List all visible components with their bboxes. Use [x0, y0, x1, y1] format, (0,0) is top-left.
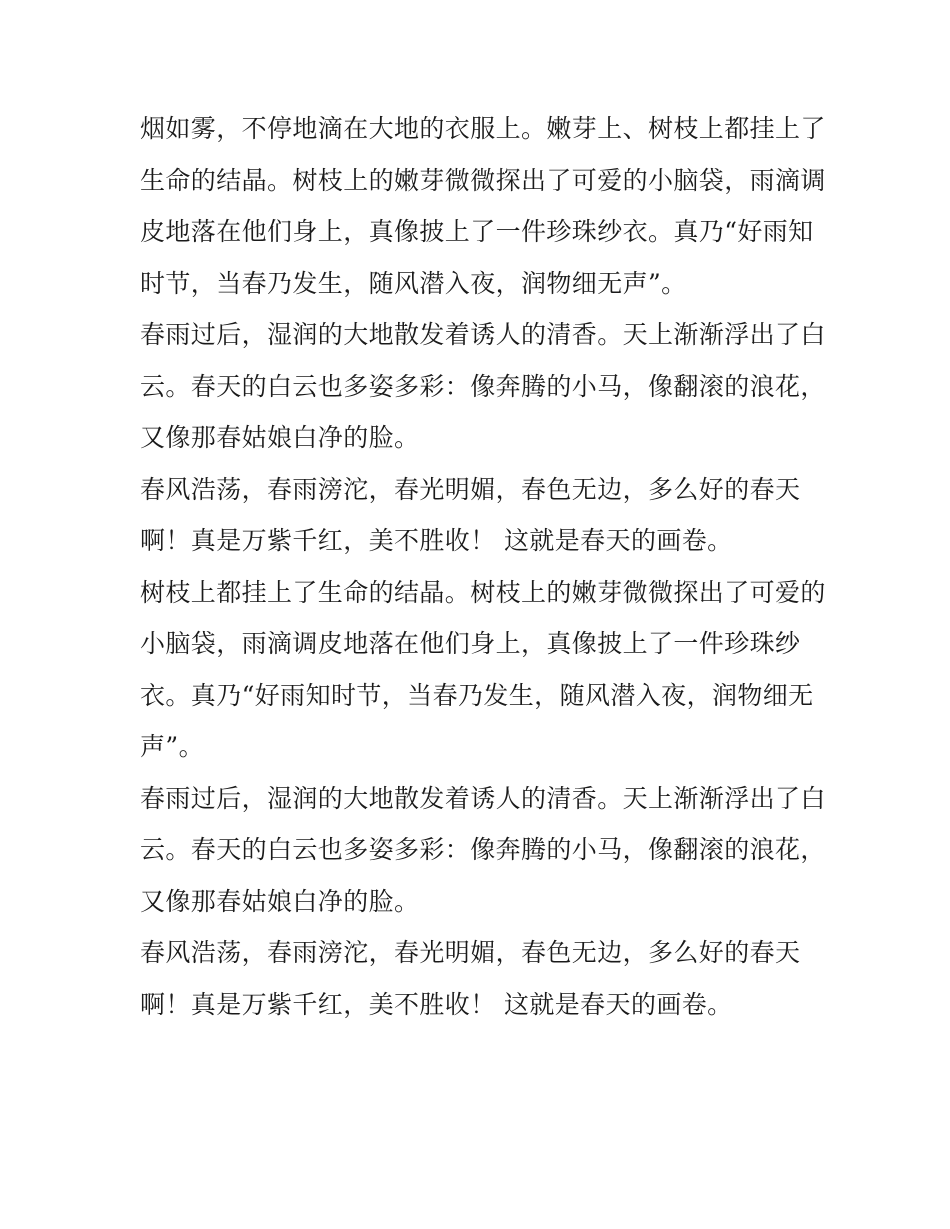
text-line: 时节，当春乃发生，随风潜入夜，润物细无声”。: [140, 268, 687, 298]
text-line: 又像那春姑娘白净的脸。: [140, 423, 420, 452]
text-line: 衣。真乃“好雨知时节，当春乃发生，随风潜入夜，润物细无: [140, 680, 814, 710]
text-line: 春雨过后，湿润的大地散发着诱人的清香。天上渐渐浮出了白: [140, 320, 826, 349]
paragraph-3: [140, 464, 820, 567]
text-line: 啊！真是万紫千红，美不胜收！ 这就是春天的画卷。: [140, 989, 733, 1019]
paragraph-1: [140, 103, 826, 309]
text-line: 树枝上都挂上了生命的结晶。树枝上的嫩芽微微探出了可爱的: [140, 577, 826, 607]
paragraph-6: [140, 927, 820, 1030]
text-line: 春风浩荡，春雨滂沱，春光明媚，春色无边，多么好的春天: [140, 938, 801, 967]
text-line: 小脑袋，雨滴调皮地落在他们身上，真像披上了一件珍珠纱: [140, 629, 801, 658]
text-line: 春雨过后，湿润的大地散发着诱人的清香。天上渐渐浮出了白: [140, 783, 826, 813]
text-line: 声”。: [140, 732, 204, 761]
paragraph-2: [140, 309, 826, 464]
text-line: 啊！真是万紫千红，美不胜收！ 这就是春天的画卷。: [140, 526, 733, 555]
text-line: 生命的结晶。树枝上的嫩芽微微探出了可爱的小脑袋，雨滴调: [140, 165, 826, 195]
text-line: 烟如雾，不停地滴在大地的衣服上。嫩芽上、树枝上都挂上了: [140, 114, 826, 143]
paragraph-4: [140, 567, 826, 773]
text-line: 又像那春姑娘白净的脸。: [140, 886, 420, 916]
text-line: 皮地落在他们身上，真像披上了一件珍珠纱衣。真乃“好雨知: [140, 217, 814, 246]
paragraph-5: [140, 773, 826, 928]
text-line: 云。春天的白云也多姿多彩：像奔腾的小马，像翻滚的浪花，: [140, 835, 826, 864]
text-line: 春风浩荡，春雨滂沱，春光明媚，春色无边，多么好的春天: [140, 474, 801, 504]
text-line: 云。春天的白云也多姿多彩：像奔腾的小马，像翻滚的浪花，: [140, 371, 826, 401]
document-body: [140, 103, 826, 1030]
